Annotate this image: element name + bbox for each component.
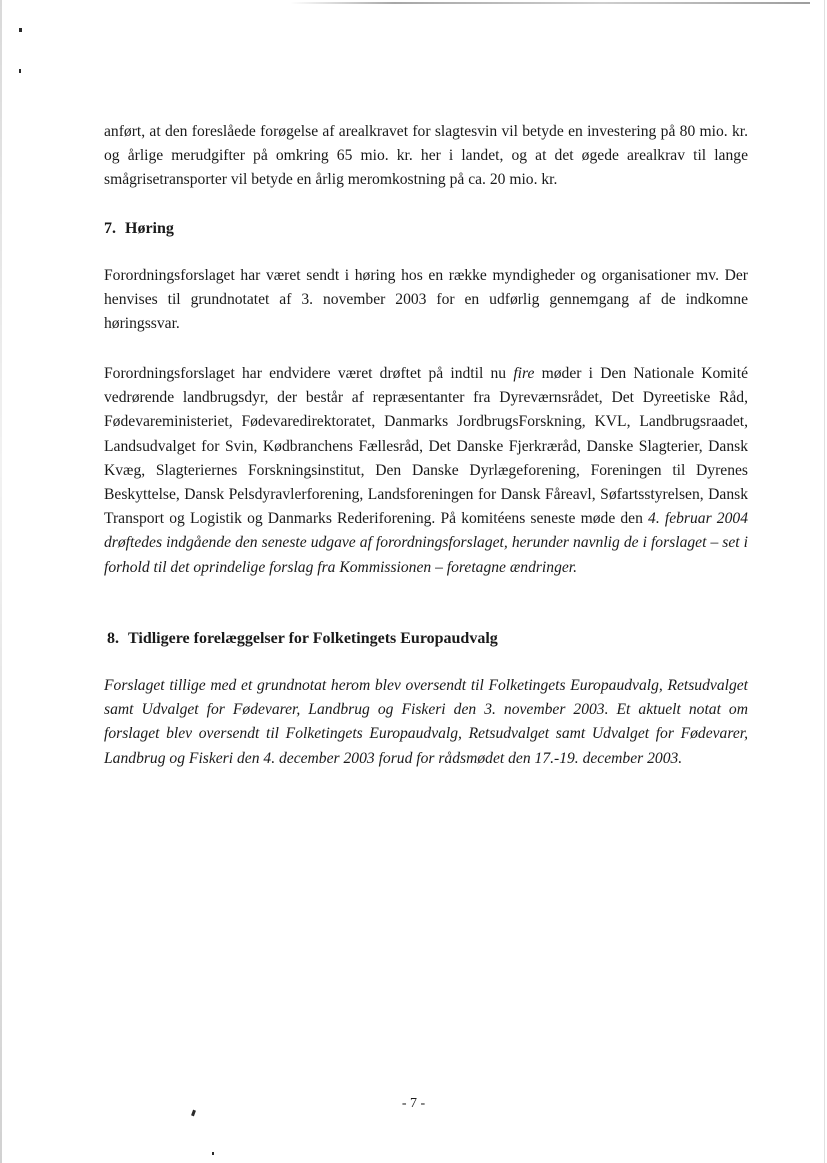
section-7-title: Høring — [125, 220, 174, 237]
scan-speck — [19, 28, 22, 32]
section-8-paragraph-text: Forslaget tillige med et grundnotat herom blev oversendt til Folketingets Europaudvalg, Retsudvalget samt Udvalget for Fødevarer, Landbrug og Fiskeri den 3. november 2003. Et aktuelt notat om forslaget blev oversendt til Folketingets Europaudvalg, Retsudvalget samt Udvalget for Fødevarer, Landbrug og Fiskeri den 4. december 2003 forud for rådsmødet den 17.-19. december 2003. — [104, 677, 748, 767]
intro-paragraph — [104, 120, 748, 193]
scan-top-rule — [290, 2, 810, 4]
section-8-number: 8. — [107, 630, 119, 647]
section-7-paragraph-2-text-b: møder i Den Nationale Komité vedrørende landbrugsdyr, der består af repræsentanter fra Dyreværnsrådet, Det Dyreetiske Råd, Fødevareministeriet, Fødevaredirektoratet, Danmarks JordbrugsForskning, KVL, Landbrugsraadet, Landsudvalget for Svin, Kødbranchens Fællesråd, Det Danske Fjerkræråd, Danske Slagterier, Dansk Kvæg, Slagteriernes Forskningsinstitut, Den Danske Dyrlægeforening, Foreningen til Dyrenes Beskyttelse, Dansk Pelsdyravlerforening, Landsforeningen for Dansk Fåreavl, Søfartsstyrelsen, Dansk Transport og Logistik og Danmarks Rederiforening. På komitéens seneste møde den — [104, 365, 748, 528]
section-7-paragraph-1-text: Forordningsforslaget har været sendt i høring hos en række myndigheder og organisationer mv. Der henvises til grundnotatet af 3. november 2003 for en udførlig gennemgang af de indkomne høringssvar. — [104, 267, 748, 333]
scan-speck — [19, 69, 21, 73]
section-7-heading — [104, 218, 174, 240]
section-7-paragraph-2-italic: 4. februar 2004 drøftedes indgående den seneste udgave af forordningsforslaget, herunder navnlig de i forslaget – set i forhold til det oprindelige forslag fra Kommissionen – foretagne ændringer. — [104, 510, 748, 576]
section-8-title: Tidligere forelæggelser for Folketingets Europaudvalg — [128, 630, 498, 647]
section-7-paragraph-2-text-a: Forordningsforslaget har endvidere været drøftet på indtil nu — [104, 365, 514, 382]
intro-paragraph-text: anført, at den foreslåede forøgelse af arealkravet for slagtesvin vil betyde en investering på 80 mio. kr. og årlige merudgifter på omkring 65 mio. kr. her i landet, og at det øgede arealkrav til lange smågrisetransporter vil betyde en årlig meromkostning på ca. 20 mio. kr. — [104, 123, 748, 189]
section-7-paragraph-2-emphasis: fire — [513, 365, 535, 382]
section-8-heading — [107, 628, 498, 650]
scan-speck — [212, 1152, 214, 1155]
page-number: - 7 - — [401, 1096, 426, 1111]
section-7-paragraph-2 — [104, 362, 748, 580]
scan-right-edge — [824, 0, 825, 1163]
section-8-paragraph — [104, 674, 748, 771]
section-7-paragraph-1 — [104, 264, 748, 337]
section-7-number: 7. — [104, 220, 116, 237]
scan-left-edge — [0, 0, 2, 1163]
